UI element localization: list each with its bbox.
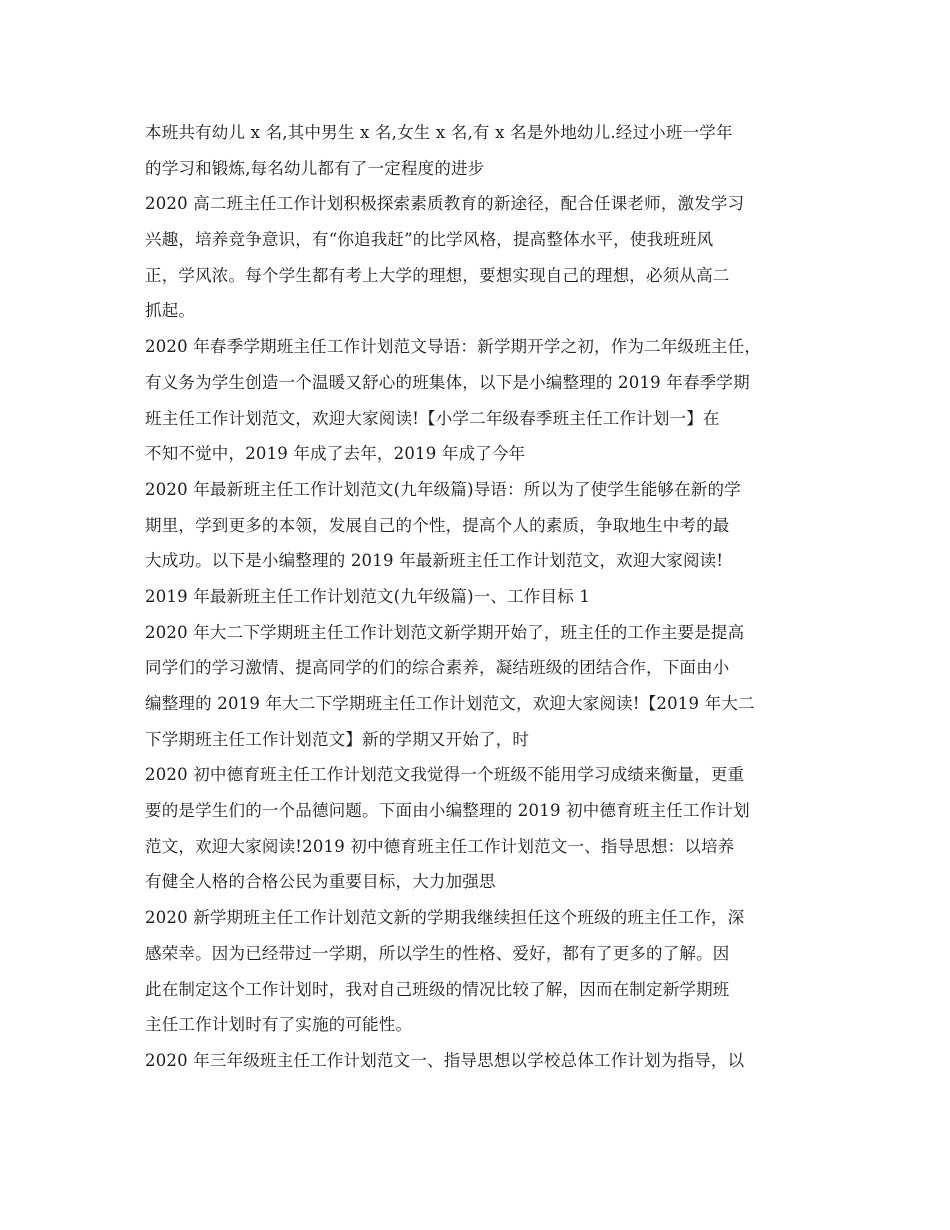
text-line: 2020 年春季学期班主任工作计划范文导语：新学期开学之初，作为二年级班主任， (145, 337, 762, 357)
text-line: 抓起。 (145, 301, 196, 321)
text-line: 2020 新学期班主任工作计划范文新的学期我继续担任这个班级的班主任工作，深 (145, 908, 745, 928)
text-line: 正，学风浓。每个学生都有考上大学的理想，要想实现自己的理想，必须从高二 (145, 265, 730, 285)
text-line: 2020 高二班主任工作计划积极探索素质教育的新途径，配合任课老师，激发学习 (145, 194, 745, 214)
text-line: 感荣幸。因为已经带过一学期，所以学生的性格、爱好，都有了更多的了解。因 (145, 943, 730, 963)
paragraph-6 (145, 757, 815, 900)
text-line: 2019 年最新班主任工作计划范文(九年级篇)一、工作目标 1 (145, 586, 591, 606)
text-line: 此在制定这个工作计划时，我对自己班级的情况比较了解，因而在制定新学期班 (145, 979, 730, 999)
paragraph-7 (145, 900, 815, 1043)
text-line: 有义务为学生创造一个温暖又舒心的班集体，以下是小编整理的 2019 年春季学期 (145, 372, 750, 392)
text-line: 编整理的 2019 年大二下学期班主任工作计划范文，欢迎大家阅读!【2019 年大二 (145, 694, 755, 713)
text-line: 期里，学到更多的本领，发展自己的个性，提高个人的素质，争取地生中考的最 (145, 515, 730, 535)
paragraph-8 (145, 1043, 815, 1079)
paragraph-1 (145, 115, 815, 186)
paragraph-4 (145, 472, 815, 615)
text-line: 2020 年最新班主任工作计划范文(九年级篇)导语：所以为了使学生能够在新的学 (145, 479, 741, 499)
text-line: 大成功。以下是小编整理的 2019 年最新班主任工作计划范文，欢迎大家阅读! (145, 551, 724, 571)
text-line: 2020 年三年级班主任工作计划范文一、指导思想以学校总体工作计划为指导，以 (145, 1050, 745, 1070)
text-line: 的学习和锻炼,每名幼儿都有了一定程度的进步 (145, 158, 485, 178)
text-line: 主任工作计划时有了实施的可能性。 (145, 1015, 413, 1035)
text-line: 同学们的学习激情、提高同学的们的综合素养，凝结班级的团结合作，下面由小 (145, 658, 730, 678)
text-line: 2020 年大二下学期班主任工作计划范文新学期开始了，班主任的工作主要是提高 (145, 622, 745, 642)
text-line: 班主任工作计划范文，欢迎大家阅读!【小学二年级春季班主任工作计划一】在 (145, 408, 720, 428)
text-line: 有健全人格的合格公民为重要目标，大力加强思 (145, 872, 496, 892)
text-line: 不知不觉中，2019 年成了去年，2019 年成了今年 (145, 444, 526, 464)
text-line: 本班共有幼儿 x 名,其中男生 x 名,女生 x 名,有 x 名是外地幼儿.经过小班一学年 (145, 123, 733, 142)
text-line: 下学期班主任工作计划范文】新的学期又开始了，时 (145, 729, 530, 749)
text-line: 兴趣，培养竞争意识，有“你追我赶”的比学风格，提高整体水平，使我班班风 (145, 230, 714, 250)
text-line: 要的是学生们的一个品德问题。下面由小编整理的 2019 初中德育班主任工作计划 (145, 801, 750, 821)
paragraph-2 (145, 186, 815, 329)
paragraph-5 (145, 615, 815, 758)
paragraph-3 (145, 329, 815, 472)
text-line: 范文，欢迎大家阅读!2019 初中德育班主任工作计划范文一、指导思想：以培养 (145, 836, 735, 856)
text-line: 2020 初中德育班主任工作计划范文我觉得一个班级不能用学习成绩来衡量，更重 (145, 765, 745, 785)
document-body (145, 115, 815, 1079)
